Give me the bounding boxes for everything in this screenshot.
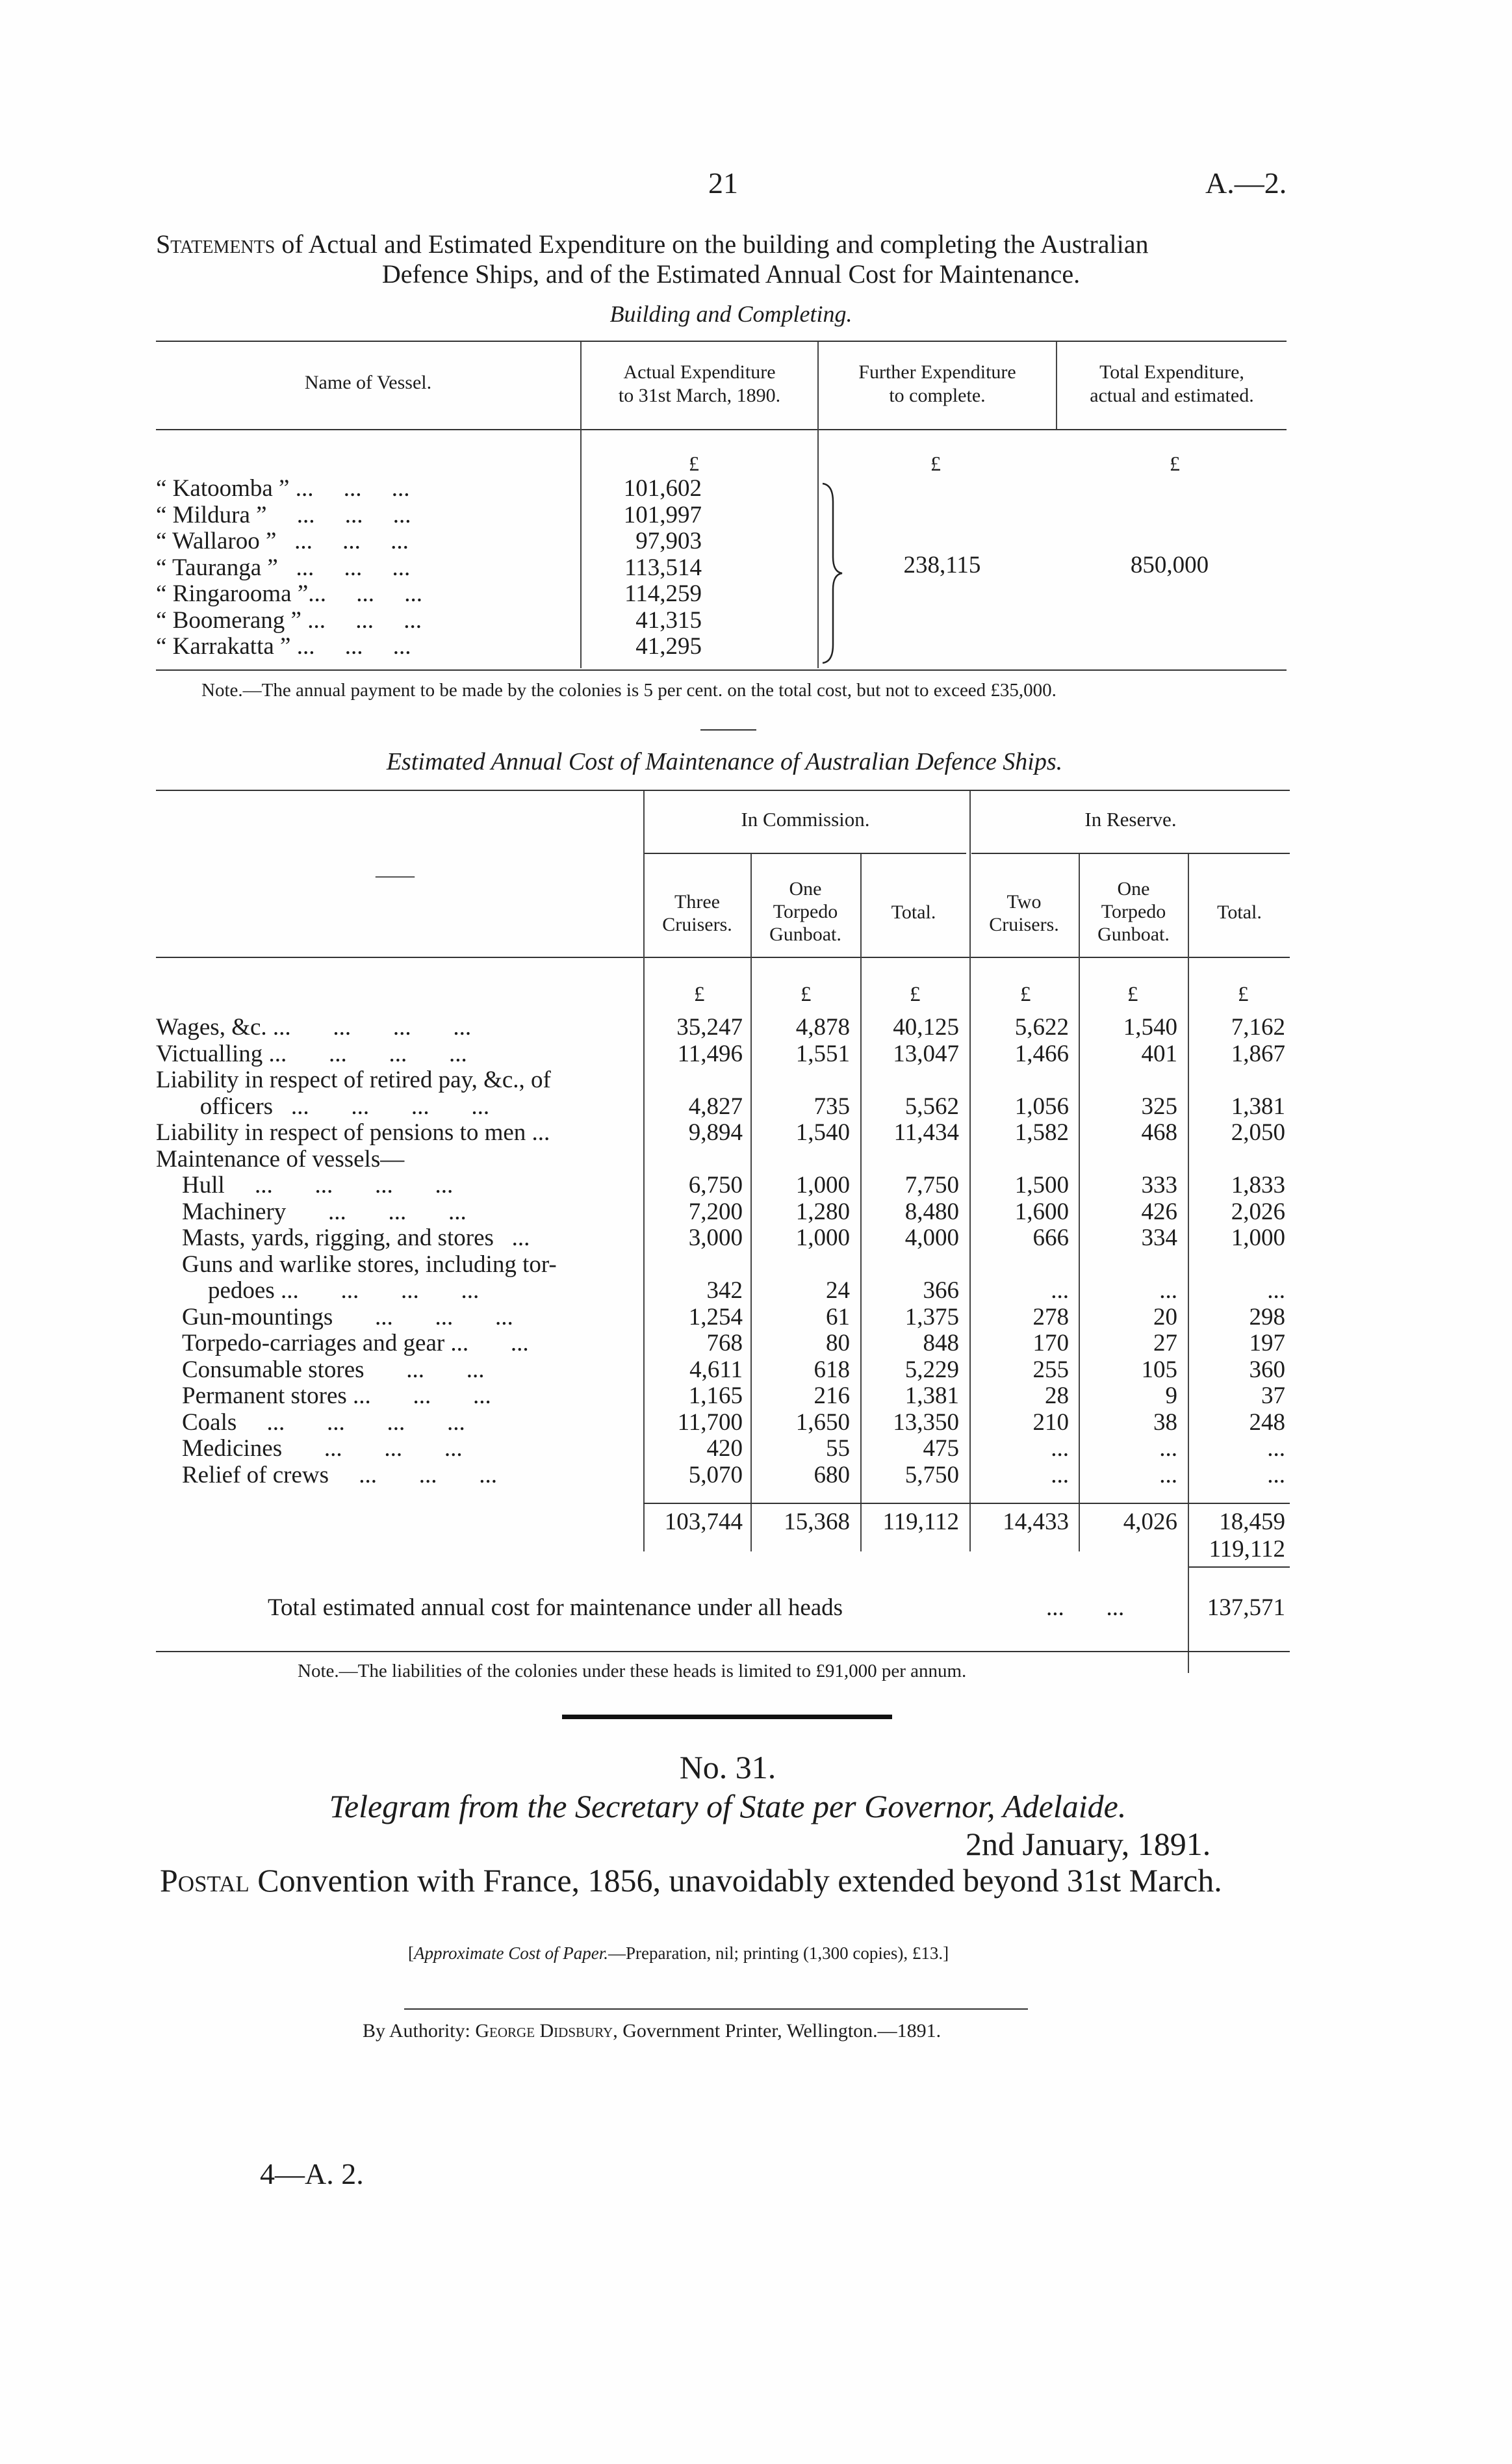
statements-title-smallcaps: Statements: [156, 229, 275, 259]
table2-group-reserve: In Reserve.: [1084, 808, 1177, 831]
telegram-heading: Telegram from the Secretary of State per Governor, Adelaide.: [329, 1788, 1127, 1824]
table-cell: 24: [826, 1277, 850, 1304]
table-cell: 333: [1141, 1172, 1177, 1199]
printer-authority: [363, 2020, 941, 2042]
table1-note-text: Note.—The annual payment to be made by the colonies is 5 per cent. on the total cost, but not to exceed £35,000.: [201, 680, 1057, 701]
table-cell: 334: [1141, 1225, 1177, 1251]
table1-currency-total: £: [1170, 452, 1180, 475]
table2-totals-rule: [643, 1503, 1290, 1504]
table-cell: 216: [814, 1382, 850, 1409]
telegram-date: 2nd January, 1891.: [966, 1826, 1211, 1862]
table1-top-rule: [156, 341, 1287, 342]
currency: £: [1238, 983, 1249, 1006]
table-cell: 11,700: [677, 1408, 743, 1436]
page-number: 21: [708, 166, 738, 200]
table1-header-actual: [582, 361, 817, 408]
table-cell: 848: [923, 1330, 959, 1356]
table2-group-rule-commission: [645, 853, 966, 854]
table1-header-total-line1: Total Expenditure,: [1099, 361, 1244, 383]
row-label: Machinery ... ... ...: [182, 1198, 467, 1225]
table-cell: ...: [1159, 1435, 1177, 1462]
table1-currency-further: £: [930, 452, 941, 475]
table-cell: 9,894: [688, 1119, 743, 1146]
table-cell: ...: [1051, 1277, 1069, 1304]
vessel-name: “ Katoomba ” ... ... ...: [156, 475, 410, 502]
authority-prefix: By Authority:: [363, 2020, 476, 2042]
row-label: Permanent stores ... ... ...: [182, 1382, 491, 1409]
table-cell: 8,480: [904, 1198, 959, 1225]
row-label: Hull ... ... ... ...: [182, 1172, 454, 1199]
table-cell: 1,000: [1231, 1225, 1285, 1251]
table-cell: 1,254: [688, 1303, 743, 1330]
table-cell: 768: [706, 1330, 743, 1356]
table-cell: 426: [1141, 1198, 1177, 1225]
table-row: [156, 581, 702, 608]
table-row: [156, 555, 702, 582]
table-cell: 325: [1141, 1093, 1177, 1120]
col-header-line: Cruisers.: [989, 914, 1059, 935]
table-cell: 27: [1153, 1330, 1177, 1356]
table-cell: ...: [1267, 1277, 1285, 1304]
telegram-number: No. 31.: [679, 1749, 776, 1785]
row-label: pedoes ... ... ... ...: [208, 1277, 480, 1304]
table-cell: 666: [1032, 1225, 1069, 1251]
telegram-body: [160, 1861, 1222, 1899]
table1-header-further: [819, 361, 1056, 408]
table-cell: 298: [1249, 1303, 1285, 1330]
table-cell: 5,750: [904, 1461, 959, 1488]
table1-header-further-line2: to complete.: [889, 385, 986, 406]
table-cell: 2,026: [1231, 1198, 1285, 1225]
table-cell: 6,750: [688, 1172, 743, 1199]
table-cell: 11,496: [677, 1040, 743, 1067]
table-cell: 2,050: [1231, 1119, 1285, 1146]
table1-brace: [820, 482, 846, 664]
authority-suffix: , Government Printer, Wellington.—1891.: [613, 2020, 942, 2042]
total-reserve-torpedo-gunboat: 4,026: [1123, 1509, 1177, 1535]
table-cell: ...: [1159, 1277, 1177, 1304]
table-cell: 1,466: [1014, 1040, 1069, 1067]
cost-note: [Approximate Cost of Paper.—Preparation, nil; printing (1,300 copies), £13.]: [408, 1943, 949, 1963]
table-cell: 55: [826, 1435, 850, 1462]
table2-title: Estimated Annual Cost of Maintenance of Australian Defence Ships.: [386, 748, 1063, 775]
col-header-line: Gunboat.: [1097, 924, 1170, 945]
table-cell: 366: [923, 1277, 959, 1304]
total-two-cruisers: 14,433: [1003, 1509, 1069, 1535]
table-cell: ...: [1051, 1461, 1069, 1488]
table1-bottom-rule: [156, 669, 1287, 671]
authority-rule: [404, 2008, 1028, 2010]
table2-note: Note.—The liabilities of the colonies under these heads is limited to £91,000 per annum.: [298, 1661, 967, 1681]
table-cell: 37: [1261, 1382, 1285, 1409]
actual-expenditure: 97,903: [635, 528, 702, 554]
row-label: Guns and warlike stores, including tor-: [182, 1251, 557, 1278]
row-label: Coals ... ... ... ...: [182, 1408, 465, 1436]
col-header-line: One: [789, 878, 822, 900]
row-label: Victualling ... ... ... ...: [156, 1040, 467, 1067]
col-header-reserve-total: Total.: [1217, 901, 1262, 923]
table-cell: 11,434: [893, 1119, 959, 1146]
currency: £: [694, 983, 705, 1006]
table-cell: 1,551: [795, 1040, 850, 1067]
total-one-torpedo-gunboat: 15,368: [784, 1509, 850, 1535]
table1-header-actual-line1: Actual Expenditure: [623, 361, 776, 383]
col-header-line: Torpedo: [1101, 901, 1166, 922]
table-cell: 7,200: [688, 1198, 743, 1225]
table-cell: 105: [1141, 1356, 1177, 1383]
table-cell: 61: [826, 1303, 850, 1330]
table-cell: 1,000: [795, 1225, 850, 1251]
table-cell: 278: [1032, 1303, 1069, 1330]
table2-carried-rule: [1189, 1566, 1290, 1568]
table-cell: 1,165: [688, 1382, 743, 1409]
col-header-line: Two: [1006, 891, 1042, 913]
statements-subtitle: Building and Completing.: [609, 301, 852, 327]
table-cell: 1,833: [1231, 1172, 1285, 1199]
row-label: Relief of crews ... ... ...: [182, 1461, 498, 1488]
table2-vline-1: [643, 791, 645, 1551]
table-cell: 3,000: [688, 1225, 743, 1251]
col-header-line: One: [1117, 878, 1150, 900]
total-reserve: 18,459: [1219, 1509, 1285, 1535]
table2-group-rule-reserve: [971, 853, 1290, 854]
table-cell: 13,047: [893, 1040, 959, 1067]
currency: £: [801, 983, 812, 1006]
table-cell: 5,229: [904, 1356, 959, 1383]
table-cell: 255: [1032, 1356, 1069, 1383]
table-cell: 7,750: [904, 1172, 959, 1199]
table1-header-total: [1057, 361, 1287, 408]
table-cell: 7,162: [1231, 1014, 1285, 1041]
table2-vline-2: [750, 854, 752, 1551]
col-header-reserve-torpedo-gunboat: [1080, 877, 1187, 946]
grand-total-dots: ... ...: [1046, 1594, 1125, 1621]
table-cell: 401: [1141, 1040, 1177, 1067]
table-cell: 1,867: [1231, 1040, 1285, 1067]
table-cell: 210: [1032, 1408, 1069, 1436]
statements-title-line2: Defence Ships, and of the Estimated Annual Cost for Maintenance.: [381, 259, 1081, 289]
table1-header-total-line2: actual and estimated.: [1090, 385, 1254, 406]
table2-group-commission: In Commission.: [741, 808, 870, 831]
cost-note-text: —Preparation, nil; printing (1,300 copies), £13.: [608, 1943, 943, 1963]
table-cell: 1,540: [795, 1119, 850, 1146]
table-cell: 4,827: [688, 1093, 743, 1120]
table-cell: 1,280: [795, 1198, 850, 1225]
row-label: officers ... ... ... ...: [182, 1093, 490, 1120]
table2-header-rule: [156, 957, 1290, 958]
table1-rows: [156, 476, 702, 660]
table-row: [156, 634, 702, 660]
table-cell: 1,381: [904, 1382, 959, 1409]
actual-expenditure: 101,997: [623, 501, 702, 528]
table-cell: 468: [1141, 1119, 1177, 1146]
table-cell: 197: [1249, 1330, 1285, 1356]
table-cell: 1,000: [795, 1172, 850, 1199]
col-header-line: Three: [674, 891, 720, 913]
col-header-line: Gunboat.: [769, 924, 841, 945]
table-cell: 28: [1045, 1382, 1069, 1409]
col-header-commission-total: Total.: [891, 901, 936, 923]
document-reference: A.—2.: [1205, 166, 1287, 200]
actual-expenditure: 113,514: [624, 554, 702, 581]
table-cell: 5,562: [904, 1093, 959, 1120]
table-cell: 38: [1153, 1408, 1177, 1436]
table-cell: 475: [923, 1435, 959, 1462]
grand-total-value: 137,571: [1207, 1594, 1285, 1621]
telegram-body-text: Convention with France, 1856, unavoidably extended beyond 31st March.: [249, 1862, 1222, 1899]
row-label: Liability in respect of retired pay, &c., of: [156, 1067, 551, 1093]
table-cell: 1,540: [1123, 1014, 1177, 1041]
table-cell: 735: [814, 1093, 850, 1120]
currency: £: [1020, 983, 1031, 1006]
table-cell: 80: [826, 1330, 850, 1356]
vessel-name: “ Wallaroo ” ... ... ...: [156, 528, 409, 554]
vessel-name: “ Ringarooma ”... ... ...: [156, 580, 422, 607]
table-cell: 342: [706, 1277, 743, 1304]
table-cell: 1,056: [1014, 1093, 1069, 1120]
actual-expenditure: 114,259: [624, 580, 702, 607]
table1-header-rule: [156, 429, 1287, 430]
row-label: Medicines ... ... ...: [182, 1435, 463, 1462]
col-header-three-cruisers: [645, 890, 749, 936]
table1-header-further-line1: Further Expenditure: [858, 361, 1016, 383]
authority-printer-name: George Didsbury: [475, 2020, 613, 2042]
total-carried-commission: 119,112: [1209, 1536, 1285, 1563]
col-header-line: Torpedo: [773, 901, 838, 922]
table2-top-rule: [156, 790, 1290, 791]
vessel-name: “ Tauranga ” ... ... ...: [156, 554, 411, 581]
table-row: [156, 528, 702, 555]
table1-further-total: 238,115: [903, 552, 981, 578]
table-cell: 4,878: [795, 1014, 850, 1041]
table-cell: 35,247: [676, 1014, 743, 1041]
total-three-cruisers: 103,744: [664, 1509, 743, 1535]
table-cell: 40,125: [893, 1014, 959, 1041]
vessel-name: “ Karrakatta ” ... ... ...: [156, 633, 411, 660]
table-cell: 680: [814, 1461, 850, 1488]
row-label: Liability in respect of pensions to men ...: [156, 1119, 550, 1146]
telegram-body-smallcaps: Postal: [160, 1862, 250, 1899]
table-cell: ...: [1267, 1435, 1285, 1462]
table-row: [156, 608, 702, 634]
table1-grand-total: 850,000: [1130, 552, 1209, 578]
row-label: Torpedo-carriages and gear ... ...: [182, 1330, 529, 1356]
table-cell: 1,381: [1231, 1093, 1285, 1120]
vessel-name: “ Boomerang ” ... ... ...: [156, 606, 422, 634]
table-cell: 1,500: [1014, 1172, 1069, 1199]
actual-expenditure: 41,315: [635, 606, 702, 634]
table-cell: 170: [1032, 1330, 1069, 1356]
actual-expenditure: 41,295: [635, 633, 702, 660]
table-cell: 1,650: [795, 1408, 850, 1436]
table-cell: 9: [1165, 1382, 1177, 1409]
table-cell: 420: [706, 1435, 743, 1462]
table-row: [156, 476, 702, 502]
table1-currency-actual: £: [689, 452, 699, 475]
table1-header-actual-line2: to 31st March, 1890.: [618, 385, 781, 406]
table-cell: 5,622: [1014, 1014, 1069, 1041]
table1-header-vessel: Name of Vessel.: [304, 372, 432, 393]
col-header-line: Cruisers.: [662, 914, 732, 935]
table-cell: 1,600: [1014, 1198, 1069, 1225]
table2-stub-dash: ——: [376, 864, 415, 886]
currency: £: [910, 983, 921, 1006]
table2-bottom-rule: [156, 1651, 1290, 1652]
table-cell: 4,611: [689, 1356, 743, 1383]
table-cell: 13,350: [893, 1408, 959, 1436]
grand-total-label: Total estimated annual cost for maintenance under all heads: [268, 1594, 843, 1621]
vessel-name: “ Mildura ” ... ... ...: [156, 501, 411, 528]
table2-vline-4: [969, 791, 971, 1551]
row-label: Gun-mountings ... ... ...: [182, 1303, 513, 1330]
table1-note: [201, 680, 1057, 701]
table-cell: 1,375: [904, 1303, 959, 1330]
actual-expenditure: 101,602: [623, 475, 702, 502]
table-cell: 618: [814, 1356, 850, 1383]
table-cell: 20: [1153, 1303, 1177, 1330]
row-label: Wages, &c. ... ... ... ...: [156, 1014, 472, 1041]
table-cell: 360: [1249, 1356, 1285, 1383]
row-label: Consumable stores ... ...: [182, 1356, 485, 1383]
section-separator: [700, 729, 756, 731]
statements-title: [156, 229, 1339, 259]
table-cell: ...: [1159, 1461, 1177, 1488]
col-header-one-torpedo-gunboat: [752, 877, 859, 946]
table-cell: 4,000: [904, 1225, 959, 1251]
table-cell: 248: [1249, 1408, 1285, 1436]
cost-note-italic: Approximate Cost of Paper.: [414, 1943, 608, 1963]
table-row: [156, 502, 702, 529]
table-cell: ...: [1267, 1461, 1285, 1488]
col-header-two-cruisers: [971, 890, 1077, 936]
statements-title-text: of Actual and Estimated Expenditure on the building and completing the Australian: [275, 229, 1149, 259]
table-cell: 5,070: [688, 1461, 743, 1488]
total-commission: 119,112: [882, 1509, 959, 1535]
table-cell: ...: [1051, 1435, 1069, 1462]
thick-separator: [562, 1715, 892, 1719]
sheet-reference: 4—A. 2.: [260, 2157, 364, 2190]
currency: £: [1127, 983, 1138, 1006]
row-label: Masts, yards, rigging, and stores ...: [182, 1225, 530, 1251]
table-cell: 1,582: [1014, 1119, 1069, 1146]
row-label: Maintenance of vessels—: [156, 1145, 405, 1173]
